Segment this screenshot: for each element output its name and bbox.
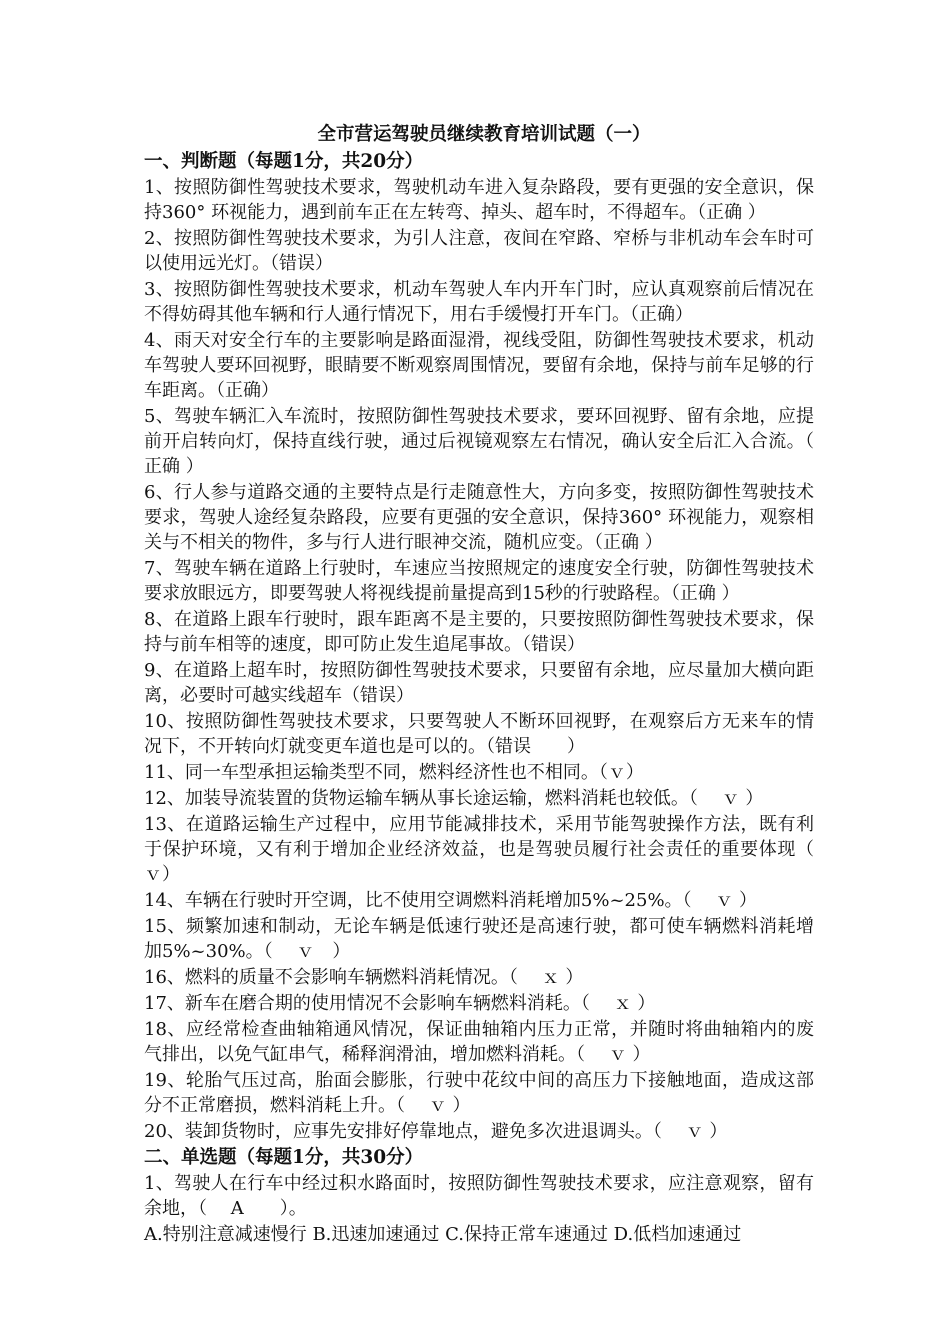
question-tf-6: 6、行人参与道路交通的主要特点是行走随意性大，方向多变，按照防御性驾驶技术要求，驾驶人途经复杂路段，应要有更强的安全意识，保持360° 环视能力，观察相关与不相关的物件，多与行人进行眼神交流，随机应变。（正确 ） bbox=[144, 482, 814, 553]
document-title: 全市营运驾驶员继续教育培训试题（一） bbox=[317, 124, 651, 145]
question-tf-8: 8、在道路上跟车行驶时，跟车距离不是主要的，只要按照防御性驾驶技术要求，保持与前车相等的速度，即可防止发生追尾事故。（错误） bbox=[144, 609, 814, 655]
question-tf-9: 9、在道路上超车时，按照防御性驾驶技术要求，只要留有余地，应尽量加大横向距离，必要时可越实线超车（错误） bbox=[144, 660, 814, 706]
question-tf-17: 17、新车在磨合期的使用情况不会影响车辆燃料消耗。（ ｘ ） bbox=[144, 993, 656, 1014]
question-tf-11: 11、同一车型承担运输类型不同，燃料经济性也不相同。（ｖ） bbox=[144, 762, 644, 783]
question-tf-19: 19、轮胎气压过高，胎面会膨胀，行驶中花纹中间的高压力下接触地面，造成这部分不正常磨损，燃料消耗上升。（ ｖ ） bbox=[144, 1070, 814, 1116]
question-tf-13: 13、在道路运输生产过程中，应用节能减排技术，采用节能驾驶操作方法，既有利于保护环境，又有利于增加企业经济效益，也是驾驶员履行社会责任的重要体现（ ｖ） bbox=[144, 814, 832, 885]
question-tf-7: 7、驾驶车辆在道路上行驶时，车速应当按照规定的速度安全行驶，防御性驾驶技术要求放眼远方，即要驾驶人将视线提前量提高到15秒的行驶路程。（正确 ） bbox=[144, 558, 814, 604]
question-tf-15: 15、频繁加速和制动，无论车辆是低速行驶还是高速行驶，都可使车辆燃料消耗增加5%~30%。（ ｖ ） bbox=[144, 916, 814, 962]
question-tf-1: 1、按照防御性驾驶技术要求，驾驶机动车进入复杂路段，要有更强的安全意识，保持360° 环视能力，遇到前车正在左转弯、掉头、超车时，不得超车。（正确 ） bbox=[144, 177, 814, 223]
question-tf-14: 14、车辆在行驶时开空调，比不使用空调燃料消耗增加5%~25%。（ ｖ ） bbox=[144, 890, 757, 911]
question-sc-1: 1、驾驶人在行车中经过积水路面时，按照防御性驾驶技术要求，应注意观察，留有余地，（ A ）。 bbox=[144, 1173, 814, 1219]
question-tf-20: 20、装卸货物时，应事先安排好停靠地点，避免多次进退调头。（ ｖ ） bbox=[144, 1121, 728, 1142]
section-heading-true-false: 一、判断题（每题1分，共20分） bbox=[144, 151, 424, 172]
question-tf-18: 18、应经常检查曲轴箱通风情况，保证曲轴箱内压力正常，并随时将曲轴箱内的废气排出，以免气缸串气，稀释润滑油，增加燃料消耗。（ ｖ ） bbox=[144, 1019, 814, 1065]
question-tf-5: 5、驾驶车辆汇入车流时，按照防御性驾驶技术要求，要环回视野、留有余地，应提前开启转向灯，保持直线行驶，通过后视镜观察左右情况，确认安全后汇入合流。（ 正确 ） bbox=[144, 406, 838, 477]
question-tf-2: 2、按照防御性驾驶技术要求，为引人注意，夜间在窄路、窄桥与非机动车会车时可以使用远光灯。（错误） bbox=[144, 228, 814, 274]
question-tf-3: 3、按照防御性驾驶技术要求，机动车驾驶人车内开车门时，应认真观察前后情况在不得妨碍其他车辆和行人通行情况下，用右手缓慢打开车门。（正确） bbox=[144, 279, 814, 325]
section-true-false bbox=[144, 149, 838, 1144]
question-tf-10: 10、按照防御性驾驶技术要求，只要驾驶人不断环回视野，在观察后方无来车的情况下，不开转向灯就变更车道也是可以的。（错误 ） bbox=[144, 711, 814, 757]
question-sc-1-options: A.特别注意减速慢行 B.迅速加速通过 C.保持正常车速通过 D.低档加速通过 bbox=[144, 1224, 742, 1245]
section-heading-single-choice: 二、单选题（每题1分，共30分） bbox=[144, 1147, 424, 1168]
question-tf-12: 12、加装导流装置的货物运输车辆从事长途运输，燃料消耗也较低。（ ｖ ） bbox=[144, 788, 764, 809]
question-tf-16: 16、燃料的质量不会影响车辆燃料消耗情况。（ ｘ ） bbox=[144, 967, 584, 988]
question-tf-4: 4、雨天对安全行车的主要影响是路面湿滑，视线受阻，防御性驾驶技术要求，机动车驾驶人要环回视野，眼睛要不断观察周围情况，要留有余地，保持与前车足够的行车距离。（正确） bbox=[144, 330, 814, 401]
section-single-choice bbox=[144, 1145, 814, 1247]
